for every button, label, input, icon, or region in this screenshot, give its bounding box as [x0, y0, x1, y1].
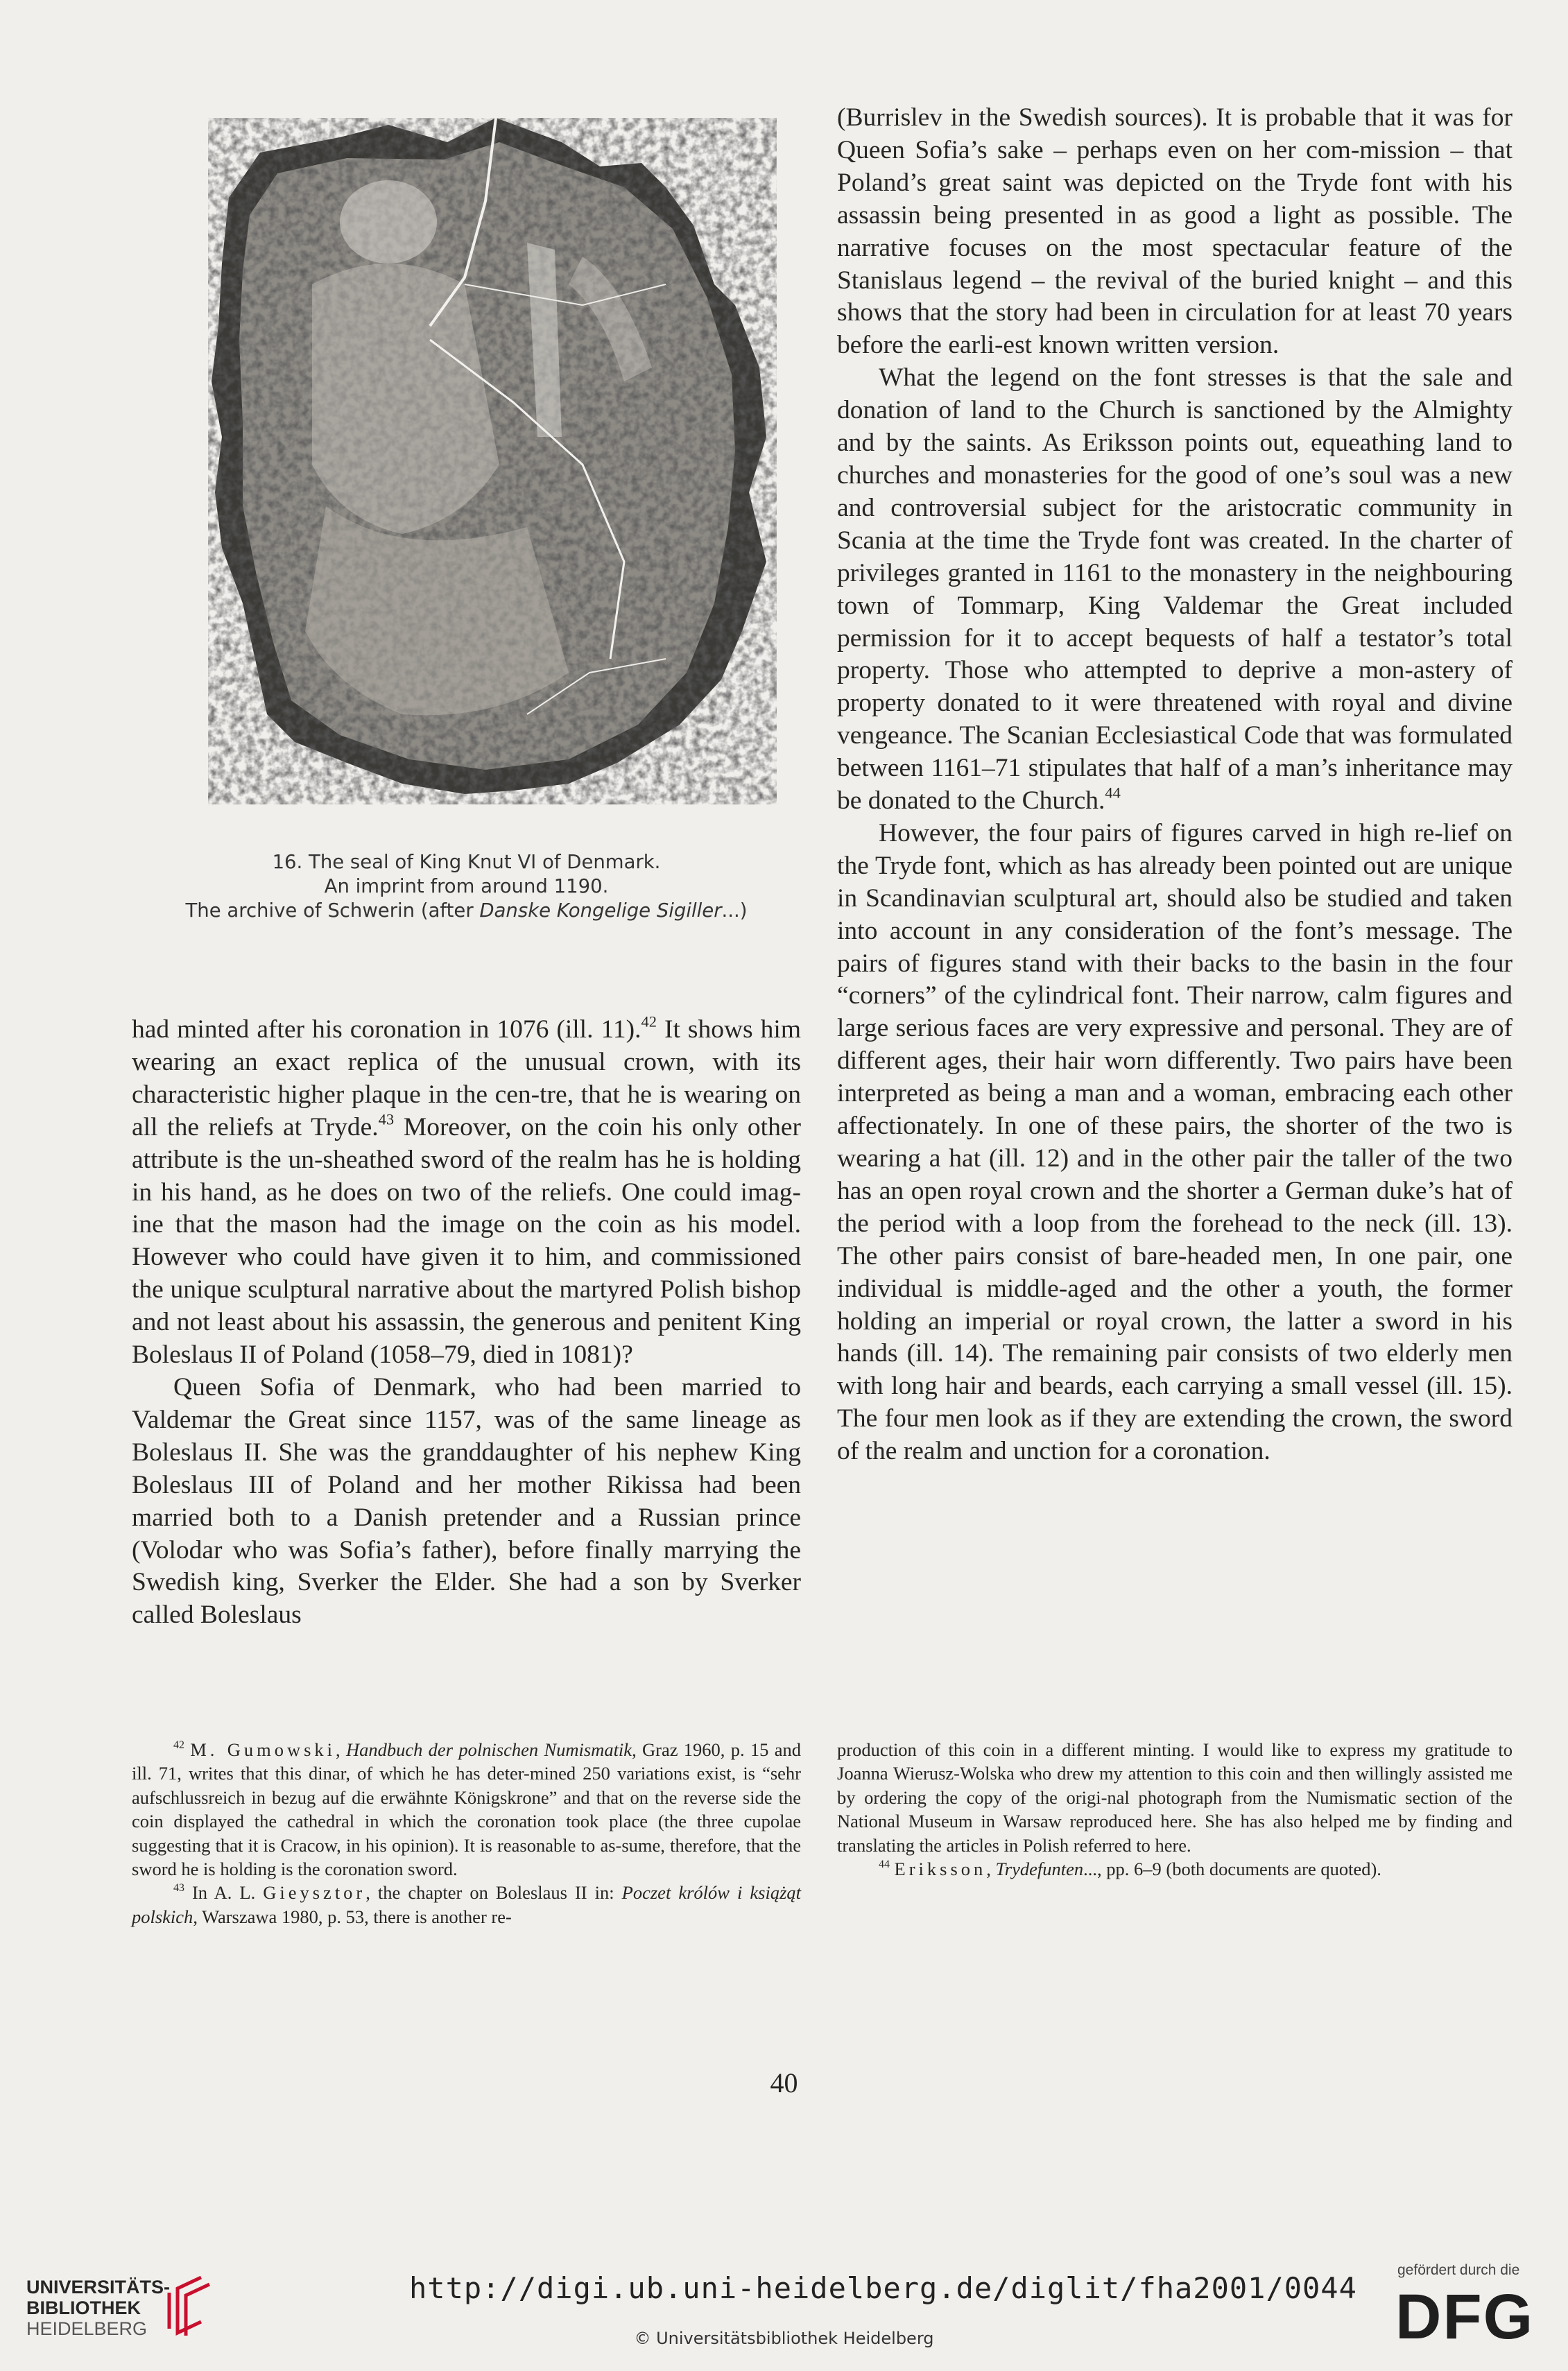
- caption-line-3: [132, 899, 801, 923]
- footnote-43-number: 43: [173, 1882, 184, 1895]
- footnote-44-number: 44: [879, 1858, 890, 1870]
- footnote-43-mid: , the chapter on Boleslaus II in:: [365, 1882, 622, 1904]
- figure-caption: [132, 850, 801, 923]
- footnote-42: [132, 1738, 801, 1881]
- footnote-44-author: Eriksson: [894, 1859, 987, 1880]
- footnote-44-sep: ,: [986, 1859, 996, 1880]
- footnote-43-title: Poczet królów i książąt polskich: [132, 1882, 802, 1927]
- library-line-2: BIBLIOTHEK: [26, 2297, 141, 2318]
- sponsor-text: gefördert durch die: [1397, 2262, 1520, 2278]
- footnotes-right: [837, 1738, 1513, 1881]
- seal-drawing: [139, 76, 791, 832]
- caption-line-1: 16. The seal of King Knut VI of Denmark.: [272, 851, 661, 873]
- footnote-42-text: , Graz 1960, p. 15 and ill. 71, writes that this dinar, of which he has deter-mined 250 variations exist, is “sehr aufschlussreich in bezug auf die erwähnte Königskrone” and that on the reverse side the coin displayed the cathedral in which the coronation took place (the three cupolae suggesting that it is Cracow, in his opinion). It is reasonable to as-sume, therefore, that the sword he is holding is the coronation sword.: [132, 1739, 801, 1880]
- footnote-ref-44[interactable]: 44: [1105, 784, 1121, 802]
- right-paragraph-2: [837, 362, 1513, 818]
- footnote-ref-42[interactable]: 42: [641, 1012, 657, 1031]
- footnote-44-title: Trydefunten: [995, 1859, 1084, 1880]
- footnote-ref-43[interactable]: 43: [378, 1110, 395, 1128]
- left-p1-text-a: had minted after his coronation in 1076 (ill. 11).: [132, 1015, 641, 1044]
- right-paragraph-1: (Burrislev in the Swedish sources). It is probable that it was for Queen Sofia’s sake – perhaps even on her com-mission – that Poland’s great saint was depicted on the Tryde font with his assassin being presented in as good a light as possible. The narrative focuses on the most spectacular feature of the Stanislaus legend – the revival of the buried knight – and this shows that the story had been in circulation for at least 70 years before the earli-est known written version.: [837, 103, 1513, 360]
- footnote-43-text: , Warszawa 1980, p. 53, there is another re-: [193, 1906, 512, 1927]
- caption-line-3-italic: Danske Kongelige Sigiller: [479, 899, 722, 922]
- footnote-43-author: Gieysztor: [263, 1882, 366, 1904]
- right-paragraph-3: However, the four pairs of figures carved in high re-lief on the Tryde font, which as has already been pointed out are unique in Scandinavian sculptural art, should also be studied and taken into account in any consideration of the font’s message. The pairs of figures stand with their backs to the basin in the four “corners” of the cylindrical font. Their narrow, calm figures and large serious faces are very expressive and personal. They are of different ages, their hair worn differently. Two pairs have been interpreted as being a man and a woman, embracing each other affectionately. In one of these pairs, the shorter of the two is wearing a hat (ill. 12) and in the other pair the taller of the two has an open royal crown and the shorter a German duke’s hat of the period with a loop from the forehead to the neck (ill. 13). The other pairs consist of bare-headed men, In one pair, one individual is middle-aged and the other a youth, the former holding an imperial or royal crown, the latter a sword in his hands (ill. 14). The remaining pair consists of two elderly men with long hair and beards, each carrying a small vessel (ill. 15). The four men look as if they are extending the crown, the sword of the realm and unction for a coronation.: [837, 818, 1513, 1466]
- footnote-42-title: Handbuch der polnischen Numismatik: [345, 1739, 632, 1760]
- library-line-1: UNIVERSITÄTS-: [26, 2277, 171, 2297]
- ub-heidelberg-logo-icon[interactable]: [158, 2273, 214, 2337]
- seal-image: [139, 76, 791, 832]
- left-column: [132, 1014, 801, 1632]
- footnote-43-pre: In A. L.: [191, 1882, 264, 1904]
- left-paragraph-1: [132, 1014, 801, 1372]
- caption-line-2: An imprint from around 1190.: [324, 875, 609, 897]
- footnote-43: [132, 1881, 801, 1929]
- footnote-42-number: 42: [173, 1739, 184, 1751]
- footnote-44: [837, 1857, 1513, 1881]
- footnote-42-author: M. Gumowski: [190, 1739, 336, 1760]
- left-paragraph-2: Queen Sofia of Denmark, who had been married to Valdemar the Great since 1157, was of the same lineage as Boleslaus II. She was the granddaughter of his nephew King Boleslaus III of Poland and her mother Rikissa had been married both to a Danish pretender and a Russian prince (Volodar who was Sofia’s father), before finally marrying the Swedish king, Sverker the Elder. She had a son by Sverker called Boleslaus: [132, 1372, 801, 1630]
- caption-line-3-suffix: ...): [721, 899, 748, 922]
- right-column: [837, 102, 1513, 1468]
- right-p2-text: What the legend on the font stresses is that the sale and donation of land to the Church is sanctioned by the Almighty and by the saints. As Eriksson points out, equeathing land to churches and monasteries for the good of one’s soul was a new and controversial subject for the aristocratic community in Scania at the time the Tryde font was created. In the charter of privileges granted in 1161 to the monastery in the neighbouring town of Tommarp, King Valdemar the Great included permission for it to accept bequests of half a testator’s total property. Those who attempted to deprive a mon-astery of property donated to it were threatened with royal and divine vengeance. The Scanian Ecclesiastical Code that was formulated between 1161–71 stipulates that half of a man’s inheritance may be donated to the Church.: [837, 363, 1513, 816]
- footnote-44-text: ..., pp. 6–9 (both documents are quoted).: [1083, 1859, 1381, 1880]
- left-p1-text-c: Moreover, on the coin his only other attribute is the un-sheathed sword of the realm has he is holding in his hand, as he does on two of the reliefs. One could imag-ine that the mason had the image on the coin as his model. However who could have given it to him, and commissioned the unique sculptural narrative about the martyred Polish bishop and not least about his assassin, the generous and penitent King Boleslaus II of Poland (1058–79, died in 1081)?: [132, 1112, 801, 1370]
- caption-line-3-prefix: The archive of Schwerin (after: [185, 899, 480, 922]
- page-number: 40: [770, 2067, 798, 2098]
- footnotes-left: [132, 1738, 801, 1929]
- footnote-42-sep: ,: [336, 1739, 346, 1760]
- permalink-url[interactable]: http://digi.ub.uni-heidelberg.de/diglit/fha2001/0044: [409, 2271, 1357, 2305]
- copyright-notice: © Universitätsbibliothek Heidelberg: [634, 2329, 934, 2348]
- dfg-logo-icon[interactable]: [1395, 2288, 1544, 2345]
- left-p1-text-b: It shows him wearing an exact replica of the unusual crown, with its characteristic higher plaque in the cen-tre, that he is wearing on all the reliefs at Tryde.: [132, 1015, 801, 1141]
- library-line-3: HEIDELBERG: [26, 2318, 148, 2339]
- footnote-43-continued: production of this coin in a different minting. I would like to express my gratitude to Joanna Wierusz-Wolska who drew my attention to this coin and then willingly assisted me by ordering the copy of the origi-nal photograph from the Numismatic section of the National Museum in Warsaw reproduced here. She has also helped me by finding and translating the articles in Polish referred to here.: [837, 1739, 1513, 1856]
- dfg-logo-text: DFG: [1395, 2288, 1535, 2345]
